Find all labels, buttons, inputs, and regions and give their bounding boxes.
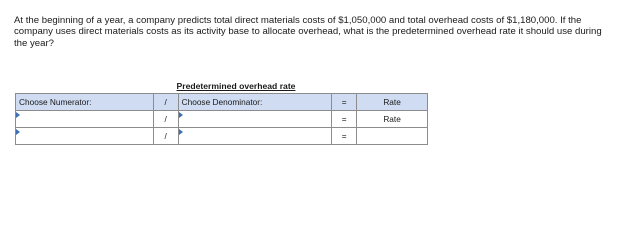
rate-input-2[interactable] bbox=[357, 128, 428, 145]
question-text: At the beginning of a year, a company predicts total direct materials costs of $1,050,000 and total overhead costs of $1,180,000. If the company uses direct materials costs as its activity base to allocate overhead, what is the predetermined overhead rate it should use during the year? bbox=[14, 15, 602, 49]
rate-header: Rate bbox=[357, 94, 428, 111]
dropdown-marker-icon bbox=[16, 112, 20, 118]
table-row bbox=[16, 128, 428, 145]
equals-1: = bbox=[332, 111, 357, 128]
numerator-header: Choose Numerator: bbox=[16, 94, 154, 111]
dropdown-marker-icon bbox=[179, 129, 183, 135]
rate-result-1: Rate bbox=[357, 111, 428, 128]
calculation-grid bbox=[15, 93, 428, 145]
header-row bbox=[16, 94, 428, 111]
equals-2: = bbox=[332, 128, 357, 145]
equals-header: = bbox=[332, 94, 357, 111]
denominator-input-2[interactable] bbox=[178, 128, 332, 145]
numerator-select-1[interactable] bbox=[16, 111, 154, 128]
dropdown-marker-icon bbox=[16, 129, 20, 135]
slash-header: / bbox=[153, 94, 178, 111]
numerator-input-2[interactable] bbox=[16, 128, 154, 145]
slash-2: / bbox=[153, 128, 178, 145]
denominator-select-1[interactable] bbox=[178, 111, 332, 128]
overhead-rate-table bbox=[15, 80, 428, 152]
table-row bbox=[16, 111, 428, 128]
denominator-header: Choose Denominator: bbox=[178, 94, 332, 111]
dropdown-marker-icon bbox=[179, 112, 183, 118]
slash-1: / bbox=[153, 111, 178, 128]
table-title: Predetermined overhead rate bbox=[176, 81, 296, 91]
